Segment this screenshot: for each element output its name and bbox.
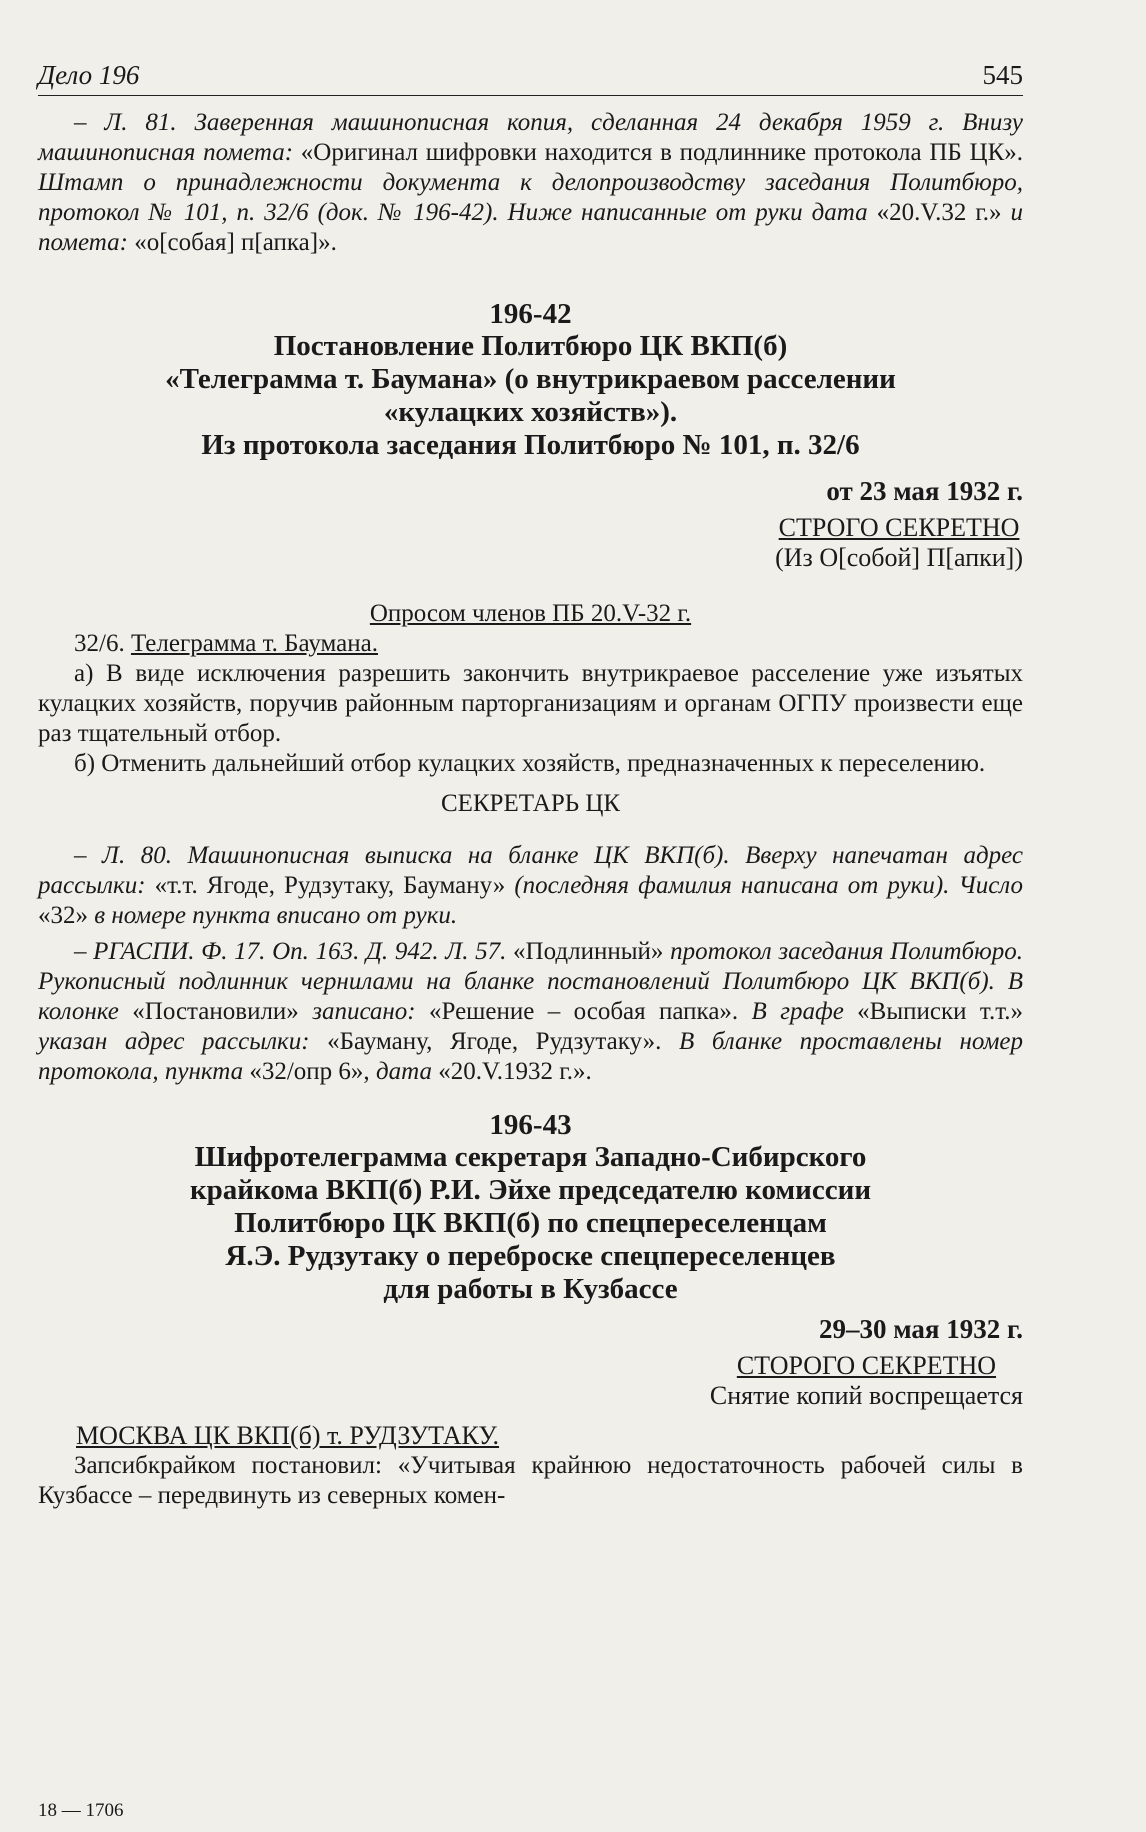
folder-label: (Из О[собой] П[апки]) <box>775 543 1023 572</box>
signature: СЕКРЕТАРЬ ЦК <box>440 790 621 817</box>
telegram-text: Запсибкрайком постановил: «Учитывая крайнюю недостаточность рабочей силы в Кузбассе – передвинуть из северных комен- <box>38 1452 1023 1509</box>
secrecy-stamp-43 <box>38 1351 1023 1411</box>
point-a: а) В виде исключения разрешить закончить внутрикраевое расселение уже изъятых кулацких хозяйств, поручив районным парторганизациям и органам ОГПУ произвести еще раз тщательный отбор. <box>38 660 1023 747</box>
running-header <box>38 60 1023 96</box>
doc-title-42-line2: «Телеграмма т. Баумана» (о внутрикраевом расселении <box>165 363 896 395</box>
doc-number-42: 196-42 <box>489 298 572 330</box>
page-number: 545 <box>982 60 1023 90</box>
doc-title-43-line1: Шифротелеграмма секретаря Западно-Сибирского <box>194 1141 867 1173</box>
doc-title-43-line3: Политбюро ЦК ВКП(б) по спецпереселенцам <box>234 1207 827 1239</box>
doc-title-42-line1: Постановление Политбюро ЦК ВКП(б) <box>273 330 788 362</box>
copy-ban-label: Снятие копий воспрещается <box>709 1381 1023 1410</box>
doc-title-43-line2: крайкома ВКП(б) Р.И. Эйхе председателю комиссии <box>189 1174 872 1206</box>
doc-title-43-line4: Я.Э. Рудзутаку о переброске спецпереселенцев <box>225 1240 836 1272</box>
doc-title-43-line5: для работы в Кузбассе <box>383 1273 678 1305</box>
document-page <box>38 60 1023 1511</box>
telegram-address: МОСКВА ЦК ВКП(б) т. РУДЗУТАКУ. <box>76 1421 500 1450</box>
archival-note-2: – РГАСПИ. Ф. 17. Оп. 163. Д. 942. Л. 57. «Подлинный» протокол заседания Политбюро. Рукописный подлинник чернилами на бланке постановлений Политбюро ЦК ВКП(б). В колонке «Постановили» записано: «Решение – особая папка». В графе «Выписки т.т.» указан адрес рассылки: «Бауману, Ягоде, Рудзутаку». В бланке проставлены номер протокола, пункта «32/опр 6», дата «20.V.1932 г.». <box>38 938 1023 1085</box>
doc-title-42-line3: «кулацких хозяйств»). <box>383 396 678 428</box>
point-heading: 32/6. Телеграмма т. Баумана. <box>74 630 378 657</box>
secrecy-stamp-42 <box>38 513 1023 573</box>
doc-date-42: от 23 мая 1932 г. <box>826 476 1023 506</box>
point-b: б) Отменить дальнейший отбор кулацких хозяйств, предназначенных к переселению. <box>74 750 986 777</box>
secrecy-label-43: СТОРОГО СЕКРЕТНО <box>736 1351 997 1380</box>
archival-note-prev: – Л. 81. Заверенная машинописная копия, сделанная 24 декабря 1959 г. Внизу машинописная помета: «Оригинал шифровки находится в подлиннике протокола ПБ ЦК». Штамп о принадлежности документа к делопроизводству заседания Политбюро, протокол № 101, п. 32/6 (док. № 196-42). Ниже написанные от руки дата «20.V.32 г.» и помета: «о[собая] п[апка]». <box>38 109 1024 256</box>
doc-date-43: 29–30 мая 1932 г. <box>818 1314 1023 1344</box>
archival-note-1: – Л. 80. Машинописная выписка на бланке ЦК ВКП(б). Вверху напечатан адрес рассылки: «т.т. Ягоде, Рудзутаку, Бауману» (последняя фамилия написана от руки). Число «32» в номере пункта вписано от руки. <box>38 842 1024 929</box>
secrecy-label: СТРОГО СЕКРЕТНО <box>778 513 1020 542</box>
poll-line: Опросом членов ПБ 20.V-32 г. <box>369 600 692 627</box>
doc-number-43: 196-43 <box>489 1109 572 1141</box>
running-title: Дело 196 <box>38 60 140 90</box>
print-signature: 18 — 1706 <box>38 1800 124 1821</box>
doc-title-42-line4: Из протокола заседания Политбюро № 101, п. 32/6 <box>201 429 860 461</box>
